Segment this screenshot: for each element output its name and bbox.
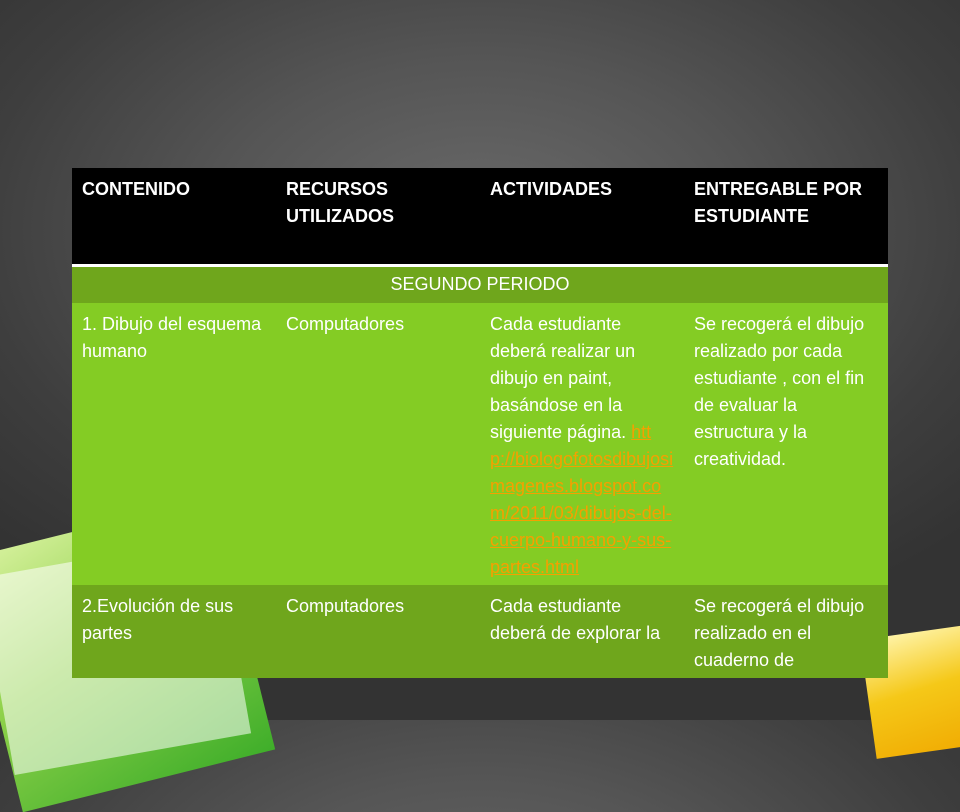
cell-contenido: 2.Evolución de sus partes — [72, 585, 276, 678]
table-row — [72, 585, 888, 678]
reference-link[interactable]: http://biologofotosdibujosimagenes.blogspot.com/2011/03/dibujos-del-cuerpo-humano-y-sus-partes.html — [490, 422, 674, 577]
cell-contenido: 1. Dibujo del esquema humano — [72, 303, 276, 585]
activities-table — [72, 168, 888, 678]
cell-actividades: Cada estudiante deberá de explorar la — [480, 585, 684, 678]
table-row — [72, 303, 888, 585]
period-row — [72, 266, 888, 304]
cell-recursos: Computadores — [276, 585, 480, 678]
header-entregable: ENTREGABLE POR ESTUDIANTE — [684, 168, 888, 266]
header-contenido: CONTENIDO — [72, 168, 276, 266]
cell-entregable: Se recogerá el dibujo realizado por cada estudiante , con el fin de evaluar la estructura y la creatividad. — [684, 303, 888, 585]
period-label: SEGUNDO PERIODO — [72, 266, 888, 304]
activity-text: Cada estudiante deberá realizar un dibujo en paint, basándose en la siguiente página. — [490, 314, 636, 442]
header-actividades: ACTIVIDADES — [480, 168, 684, 266]
cell-actividades — [480, 303, 684, 585]
cell-entregable: Se recogerá el dibujo realizado en el cuaderno de — [684, 585, 888, 678]
table-header-row — [72, 168, 888, 266]
header-recursos: RECURSOS UTILIZADOS — [276, 168, 480, 266]
cell-recursos: Computadores — [276, 303, 480, 585]
